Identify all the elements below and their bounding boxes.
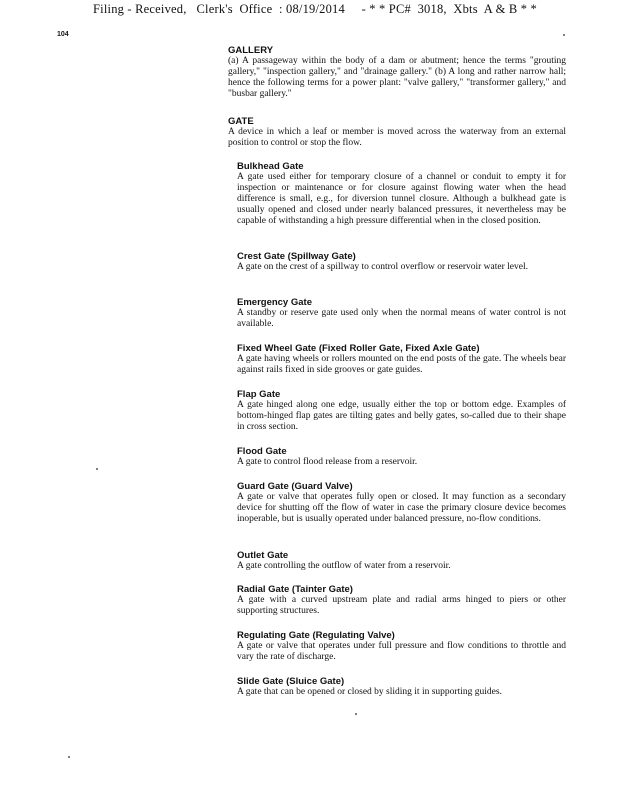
entry-definition: A gate or valve that operates fully open or closed. It may function as a secondary device for shutting off the flow of water in case the primary closure device becomes inoperable, but is usually operated under balanced pressure, no-flow conditions.: [237, 492, 566, 524]
entry-term: Outlet Gate: [237, 550, 289, 561]
entry-bulkhead-gate: [237, 161, 566, 227]
entry-flood-gate: [237, 446, 566, 468]
entry-emergency-gate: [237, 297, 566, 330]
entry-definition: A gate used either for temporary closure of a channel or conduit to empty it for inspection or maintenance or for closure against flowing water when the head difference is small, e.g., for diversion tunnel closure. Although a bulkhead gate is usually opened and closed under nearly balanced pressures, it nevertheless may be capable of withstanding a high pressure differential when in the closed position.: [237, 172, 566, 226]
entry-flap-gate: [237, 389, 566, 433]
entry-term: GATE: [228, 116, 254, 127]
entry-definition: A device in which a leaf or member is moved across the waterway from an external position to control or stop the flow.: [228, 127, 566, 148]
entry-definition: (a) A passageway within the body of a dam or abutment; hence the terms "grouting gallery," "inspection gallery," and "drainage gallery." (b) A long and rather narrow hall; hence the following terms for a power plant: "valve gallery," "transformer gallery," and "busbar gallery.": [228, 56, 566, 99]
entry-term: Regulating Gate (Regulating Valve): [237, 630, 395, 641]
entry-outlet-gate: [237, 550, 566, 572]
entry-term: Crest Gate (Spillway Gate): [237, 251, 356, 262]
entry-definition: A gate or valve that operates under full pressure and flow conditions to throttle and vary the rate of discharge.: [237, 641, 566, 662]
scan-speck: [96, 468, 98, 470]
scan-speck: [563, 34, 565, 36]
entry-term: Flood Gate: [237, 446, 287, 457]
entry-definition: A standby or reserve gate used only when the normal means of water control is not available.: [237, 308, 566, 329]
entry-definition: A gate having wheels or rollers mounted on the end posts of the gate. The wheels bear against rails fixed in side grooves or gate guides.: [237, 354, 566, 375]
entry-definition: A gate with a curved upstream plate and radial arms hinged to piers or other supporting structures.: [237, 595, 566, 616]
entry-term: Slide Gate (Sluice Gate): [237, 676, 345, 687]
entry-guard-gate: [237, 481, 566, 525]
scan-speck: [355, 713, 357, 715]
entry-term: Emergency Gate: [237, 297, 312, 308]
entry-term: Bulkhead Gate: [237, 161, 304, 172]
entry-fixed-wheel-gate: [237, 343, 566, 376]
entry-crest-gate: [237, 251, 566, 273]
entry-definition: A gate on the crest of a spillway to control overflow or reservoir water level.: [237, 262, 528, 272]
entry-gallery: [228, 45, 566, 100]
entry-term: Radial Gate (Tainter Gate): [237, 584, 353, 595]
page-number: 104: [57, 31, 69, 38]
entry-definition: A gate to control flood release from a reservoir.: [237, 457, 418, 467]
entry-slide-gate: [237, 676, 566, 698]
entry-term: Flap Gate: [237, 389, 281, 400]
entry-term: GALLERY: [228, 45, 274, 56]
entry-radial-gate: [237, 584, 566, 617]
entry-term: Fixed Wheel Gate (Fixed Roller Gate, Fixed Axle Gate): [237, 343, 480, 354]
entry-definition: A gate that can be opened or closed by sliding it in supporting guides.: [237, 687, 502, 697]
entry-gate: [228, 116, 566, 149]
filing-stamp-header: Filing - Received, Clerk's Office : 08/19/2014 - * * PC# 3018, Xbts A & B * *: [93, 2, 537, 16]
scan-speck: [68, 756, 70, 758]
entry-regulating-gate: [237, 630, 566, 663]
entry-definition: A gate controlling the outflow of water from a reservoir.: [237, 561, 451, 571]
entry-definition: A gate hinged along one edge, usually either the top or bottom edge. Examples of bottom-hinged flap gates are tilting gates and belly gates, so-called due to their shape in cross section.: [237, 400, 566, 432]
entry-term: Guard Gate (Guard Valve): [237, 481, 353, 492]
